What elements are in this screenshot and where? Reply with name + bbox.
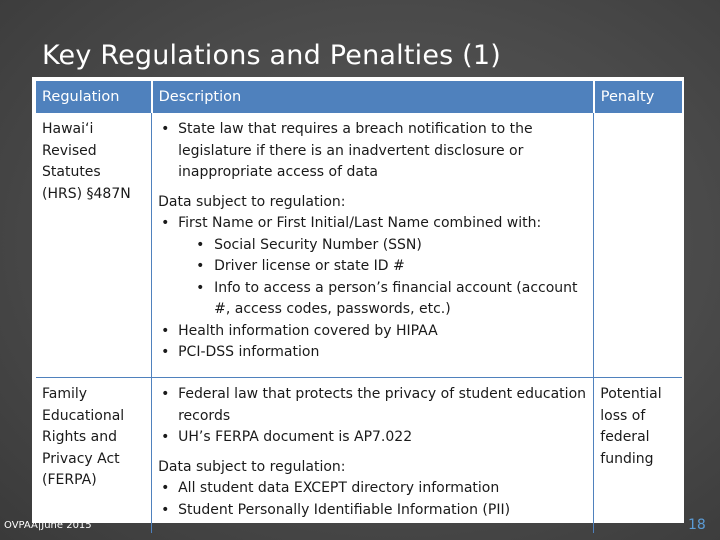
table-row: [36, 378, 682, 534]
description-bullet: • Federal law that protects the privacy of student education records: [158, 384, 587, 427]
description-bullet: • UH’s FERPA document is AP7.022: [158, 427, 587, 449]
slide-title: Key Regulations and Penalties (1): [42, 40, 502, 71]
subject-heading: Data subject to regulation:: [158, 458, 346, 475]
subject-subitem: • Social Security Number (SSN): [158, 235, 587, 257]
description-cell: [152, 113, 594, 378]
header-regulation: Regulation: [36, 81, 152, 113]
subject-item: • Student Personally Identifiable Information (PII): [158, 500, 587, 522]
footer-text: OVPAA|June 2015: [4, 520, 92, 531]
description-cell: [152, 378, 594, 534]
subject-heading: Data subject to regulation:: [158, 193, 346, 210]
subject-item: • Health information covered by HIPAA: [158, 321, 587, 343]
subject-subitem: • Info to access a person’s financial account (account #, access codes, passwords, etc.): [158, 278, 587, 321]
subject-item: • All student data EXCEPT directory information: [158, 478, 587, 500]
table-row: [36, 113, 682, 378]
regulation-cell: Hawai‘i Revised Statutes (HRS) §487N: [36, 113, 152, 378]
regulation-cell: Family Educational Rights and Privacy Act (FERPA): [36, 378, 152, 534]
header-description: Description: [152, 81, 594, 113]
header-penalty: Penalty: [594, 81, 682, 113]
description-bullet: • State law that requires a breach notification to the legislature if there is an inadvertent disclosure or inappropriate access of data: [158, 119, 587, 184]
penalty-cell: Potential loss of federal funding: [600, 386, 662, 467]
subject-item: • First Name or First Initial/Last Name combined with:: [158, 213, 587, 235]
table-header-row: [36, 81, 682, 113]
penalty-cell: [594, 113, 682, 378]
regulations-table: [36, 81, 682, 533]
page-number: 18: [688, 517, 706, 533]
subject-item: • PCI-DSS information: [158, 342, 587, 364]
subject-subitem: • Driver license or state ID #: [158, 256, 587, 278]
